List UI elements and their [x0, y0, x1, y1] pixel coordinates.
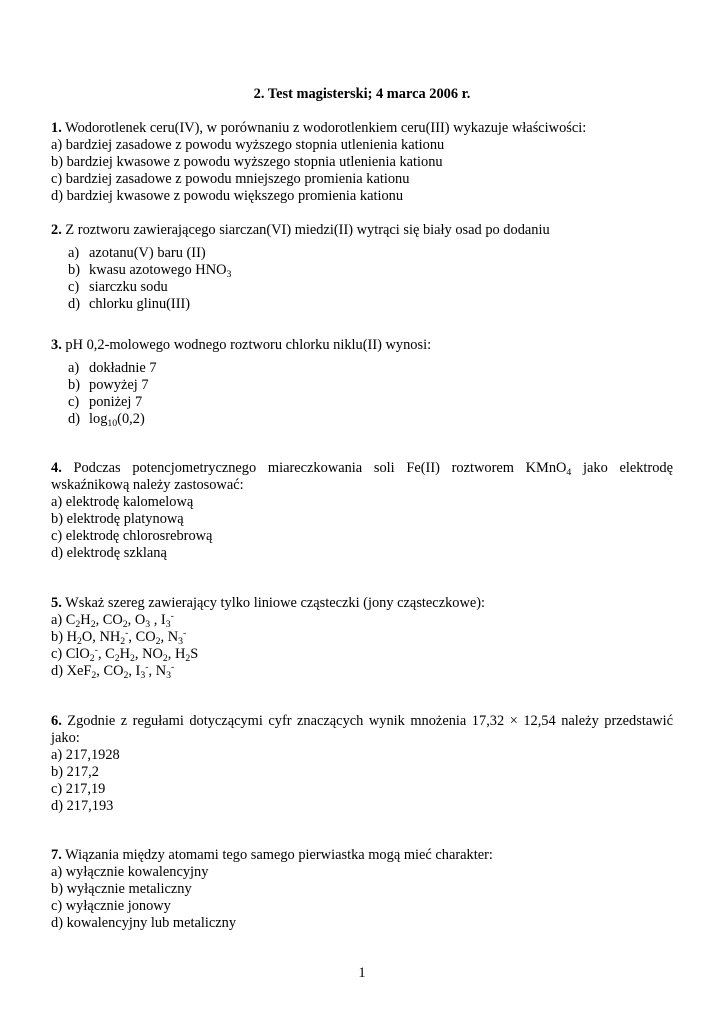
answer-option: d) elektrodę szklaną — [51, 545, 167, 561]
answer-option: b) kwasu azotowego $HNO_3$ — [68, 262, 232, 280]
question-1 — [51, 120, 673, 205]
question-text: 1. Wodorotlenek ceru(IV), w porównaniu z wodorotlenkiem ceru(III) wykazuje właściwości: — [51, 120, 587, 136]
answer-option: b) wyłącznie metaliczny — [51, 881, 192, 897]
answer-option: b) 217,2 — [51, 764, 99, 780]
question-4 — [51, 460, 673, 562]
answer-option: a) dokładnie 7 — [68, 360, 157, 376]
question-text: 7. Wiązania między atomami tego samego pierwiastka mogą mieć charakter: — [51, 847, 493, 863]
answer-list — [51, 864, 673, 932]
answer-option: b) powyżej 7 — [68, 377, 149, 393]
answer-option: c) bardziej zasadowe z powodu mniejszego promienia kationu — [51, 171, 410, 187]
question-7 — [51, 847, 673, 932]
answer-option: d) XeF$_2$, $CO_2$, $I_3^-$, $N_3^-$ — [51, 661, 175, 681]
answer-option: b) bardziej kwasowe z powodu wyższego stopnia utlenienia kationu — [51, 154, 443, 170]
answer-option: d) chlorku glinu(III) — [68, 296, 191, 312]
question-text: 5. Wskaż szereg zawierający tylko liniowe cząsteczki (jony cząsteczkowe): — [51, 595, 486, 611]
question-2 — [51, 222, 673, 313]
question-text: 3. pH 0,2-molowego wodnego roztworu chlorku niklu(II) wynosi: — [51, 337, 432, 353]
answer-option: b) elektrodę platynową — [51, 511, 184, 527]
answer-option: b) $H_2O$, $NH_2^-$, $CO_2$, $N_3^-$ — [51, 627, 187, 647]
answer-option: a) 217,1928 — [51, 747, 120, 763]
answer-option: a) wyłącznie kowalencyjny — [51, 864, 209, 880]
question-5 — [51, 595, 673, 680]
question-text: 4. Podczas potencjometrycznego miareczkowania soli Fe(II) roztworem KMnO$_4$ jako elektrodę wskaźnikową należy zastosować: — [51, 460, 673, 493]
answer-option: a) azotanu(V) baru (II) — [68, 245, 206, 261]
page-number: 1 — [358, 965, 366, 981]
answer-option: c) ClO$_2$-, $C_2H_2$, $NO_2$, $H_2S$ — [51, 644, 199, 664]
question-text: 6. Zgodnie z regułami dotyczącymi cyfr znaczących wynik mnożenia 17,32 × 12,54 należy przedstawić jako: — [51, 713, 673, 746]
answer-option: c) wyłącznie jonowy — [51, 898, 171, 914]
question-6 — [51, 713, 673, 815]
answer-option: a) $C_2H_2$, $CO_2$, $O_3$ , $I_3^-$ — [51, 610, 174, 630]
answer-option: c) siarczku sodu — [68, 279, 168, 295]
answer-list — [51, 245, 673, 313]
answer-list — [51, 612, 673, 680]
question-text: 2. Z roztworu zawierającego siarczan(VI) miedzi(II) wytrąci się biały osad po dodaniu — [51, 222, 550, 238]
question-3 — [51, 337, 673, 428]
answer-option: d) 217,193 — [51, 798, 114, 814]
answer-option: c) elektrodę chlorosrebrową — [51, 528, 213, 544]
page-title: 2. Test magisterski; 4 marca 2006 r. — [253, 86, 471, 102]
answer-option: d) bardziej kwasowe z powodu większego promienia kationu — [51, 188, 404, 204]
answer-list — [51, 137, 673, 205]
answer-list — [51, 360, 673, 428]
answer-list — [51, 494, 673, 562]
answer-option: a) bardziej zasadowe z powodu wyższego stopnia utlenienia kationu — [51, 137, 445, 153]
answer-option: d) $\log_{10}(0,2)$ — [68, 411, 145, 429]
answer-list — [51, 747, 673, 815]
answer-option: c) poniżej 7 — [68, 394, 143, 410]
answer-option: c) 217,19 — [51, 781, 106, 797]
answer-option: a) elektrodę kalomelową — [51, 494, 194, 510]
answer-option: d) kowalencyjny lub metaliczny — [51, 915, 237, 931]
